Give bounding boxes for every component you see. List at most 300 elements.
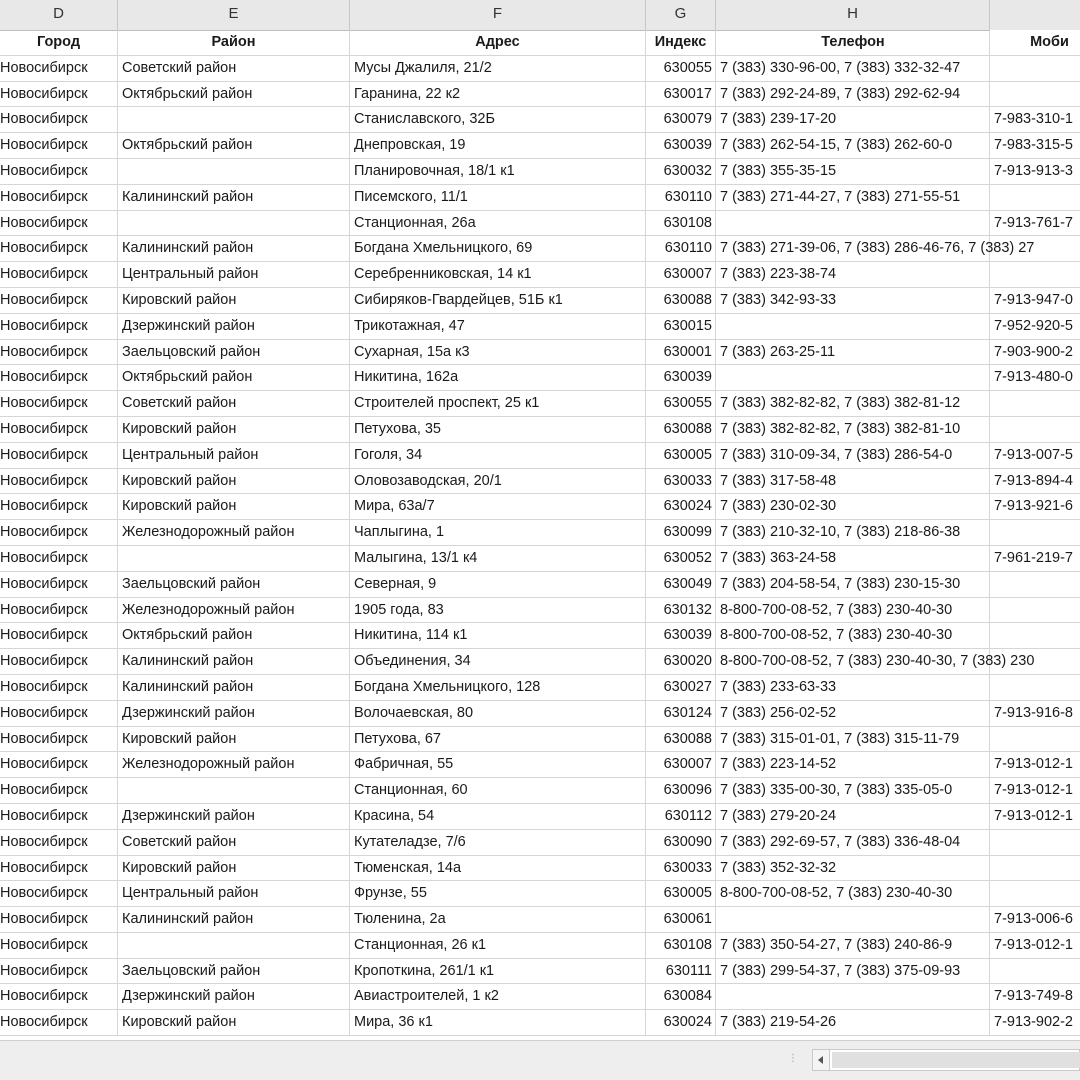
cell-city[interactable]: Новосибирск bbox=[0, 159, 118, 184]
cell-phone[interactable] bbox=[716, 340, 990, 365]
cell-city[interactable]: Новосибирск bbox=[0, 314, 118, 339]
cell-grid bbox=[0, 30, 1080, 1036]
cell-address[interactable]: Трикотажная, 47 bbox=[350, 314, 646, 339]
cell-index[interactable]: 630088 bbox=[646, 727, 716, 752]
cell-address[interactable]: Чаплыгина, 1 bbox=[350, 520, 646, 545]
cell-phone-text: 7 (383) 355-35-15 bbox=[720, 162, 837, 179]
cell-index[interactable]: 630007 bbox=[646, 262, 716, 287]
cell-district[interactable]: Кировский район bbox=[118, 727, 350, 752]
cell-city[interactable]: Новосибирск bbox=[0, 856, 118, 881]
table-row bbox=[0, 1010, 1080, 1036]
cell-phone-text: 7 (383) 352-32-32 bbox=[720, 859, 837, 876]
table-row bbox=[0, 133, 1080, 159]
cell-phone[interactable] bbox=[716, 984, 990, 1009]
cell-city[interactable]: Новосибирск bbox=[0, 598, 118, 623]
cell-city[interactable]: Новосибирск bbox=[0, 236, 118, 261]
table-row bbox=[0, 881, 1080, 907]
cell-city[interactable]: Новосибирск bbox=[0, 340, 118, 365]
table-row bbox=[0, 159, 1080, 185]
cell-district[interactable]: Дзержинский район bbox=[118, 314, 350, 339]
cell-index[interactable]: 630007 bbox=[646, 752, 716, 777]
table-row bbox=[0, 185, 1080, 211]
cell-index[interactable]: 630024 bbox=[646, 494, 716, 519]
cell-phone[interactable] bbox=[716, 598, 990, 623]
table-row bbox=[0, 211, 1080, 237]
cell-mobile[interactable] bbox=[990, 82, 1080, 107]
cell-city[interactable]: Новосибирск bbox=[0, 804, 118, 829]
cell-phone-text: 8-800-700-08-52, 7 (383) 230-40-30, 7 (383) 230 bbox=[720, 653, 1035, 670]
cell-address[interactable]: Сибиряков-Гвардейцев, 51Б к1 bbox=[350, 288, 646, 313]
cell-city[interactable]: Новосибирск bbox=[0, 520, 118, 545]
cell-address[interactable]: Оловозаводская, 20/1 bbox=[350, 469, 646, 494]
cell-district[interactable]: Калининский район bbox=[118, 675, 350, 700]
cell-district[interactable]: Советский район bbox=[118, 56, 350, 81]
cell-index[interactable]: 630024 bbox=[646, 1010, 716, 1035]
column-header-i[interactable] bbox=[990, 0, 1080, 30]
table-row bbox=[0, 752, 1080, 778]
cell-address[interactable]: Сухарная, 15а к3 bbox=[350, 340, 646, 365]
cell-phone[interactable] bbox=[716, 959, 990, 984]
cell-address[interactable]: Станционная, 26 к1 bbox=[350, 933, 646, 958]
cell-address[interactable]: Авиастроителей, 1 к2 bbox=[350, 984, 646, 1009]
cell-district[interactable]: Октябрьский район bbox=[118, 623, 350, 648]
cell-city[interactable]: Новосибирск bbox=[0, 288, 118, 313]
cell-city[interactable]: Новосибирск bbox=[0, 727, 118, 752]
cell-mobile[interactable] bbox=[990, 649, 1080, 674]
cell-index[interactable]: 630088 bbox=[646, 417, 716, 442]
cell-city[interactable]: Новосибирск bbox=[0, 623, 118, 648]
cell-phone-text: 7 (383) 239-17-20 bbox=[720, 111, 837, 128]
cell-address[interactable]: 1905 года, 83 bbox=[350, 598, 646, 623]
cell-mobile[interactable] bbox=[990, 236, 1080, 261]
cell-index[interactable]: 630111 bbox=[646, 959, 716, 984]
cell-address[interactable]: Мира, 63а/7 bbox=[350, 494, 646, 519]
cell-phone[interactable] bbox=[716, 211, 990, 236]
cell-city[interactable]: Новосибирск bbox=[0, 262, 118, 287]
cell-address[interactable]: Фабричная, 55 bbox=[350, 752, 646, 777]
cell-index[interactable]: 630099 bbox=[646, 520, 716, 545]
cell-index[interactable]: 630039 bbox=[646, 365, 716, 390]
cell-phone[interactable] bbox=[716, 107, 990, 132]
cell-address[interactable]: Петухова, 35 bbox=[350, 417, 646, 442]
table-row bbox=[0, 56, 1080, 82]
cell-phone[interactable] bbox=[716, 133, 990, 158]
cell-district[interactable]: Октябрьский район bbox=[118, 133, 350, 158]
cell-mobile[interactable] bbox=[990, 881, 1080, 906]
cell-mobile[interactable]: 7-913-902-2 bbox=[990, 1010, 1080, 1035]
table-row bbox=[0, 469, 1080, 495]
cell-phone-text: 7 (383) 342-93-33 bbox=[720, 291, 837, 308]
cell-district[interactable]: Дзержинский район bbox=[118, 984, 350, 1009]
table-row bbox=[0, 701, 1080, 727]
cell-district[interactable]: Заельцовский район bbox=[118, 959, 350, 984]
cell-mobile[interactable] bbox=[990, 572, 1080, 597]
cell-district[interactable]: Железнодорожный район bbox=[118, 598, 350, 623]
cell-mobile[interactable] bbox=[990, 598, 1080, 623]
cell-phone[interactable] bbox=[716, 82, 990, 107]
cell-phone[interactable] bbox=[716, 881, 990, 906]
header-phone[interactable] bbox=[716, 30, 990, 55]
cell-address[interactable]: Малыгина, 13/1 к4 bbox=[350, 546, 646, 571]
cell-phone[interactable] bbox=[716, 778, 990, 803]
cell-district[interactable]: Дзержинский район bbox=[118, 804, 350, 829]
cell-index[interactable]: 630061 bbox=[646, 907, 716, 932]
cell-address[interactable]: Станиславского, 32Б bbox=[350, 107, 646, 132]
cell-mobile[interactable] bbox=[990, 185, 1080, 210]
cell-city[interactable]: Новосибирск bbox=[0, 133, 118, 158]
table-row bbox=[0, 443, 1080, 469]
cell-mobile[interactable]: 7-913-012-1 bbox=[990, 778, 1080, 803]
cell-district[interactable]: Кировский район bbox=[118, 1010, 350, 1035]
table-row bbox=[0, 262, 1080, 288]
cell-phone-text: 7 (383) 219-54-26 bbox=[720, 1014, 837, 1031]
cell-city[interactable]: Новосибирск bbox=[0, 211, 118, 236]
status-bar bbox=[0, 1040, 1080, 1080]
table-row bbox=[0, 778, 1080, 804]
cell-index[interactable]: 630032 bbox=[646, 159, 716, 184]
cell-index[interactable]: 630017 bbox=[646, 82, 716, 107]
cell-phone[interactable] bbox=[716, 443, 990, 468]
header-district[interactable]: Район bbox=[118, 30, 350, 55]
cell-phone-text: 7 (383) 299-54-37, 7 (383) 375-09-93 bbox=[720, 962, 961, 979]
cell-mobile[interactable]: 7-913-916-8 bbox=[990, 701, 1080, 726]
cell-phone-text: 8-800-700-08-52, 7 (383) 230-40-30 bbox=[720, 885, 953, 902]
cell-district[interactable]: Дзержинский район bbox=[118, 701, 350, 726]
cell-mobile[interactable]: 7-913-913-3 bbox=[990, 159, 1080, 184]
cell-phone[interactable] bbox=[716, 288, 990, 313]
cell-district[interactable]: Октябрьский район bbox=[118, 82, 350, 107]
cell-address[interactable]: Богдана Хмельницкого, 128 bbox=[350, 675, 646, 700]
table-row bbox=[0, 649, 1080, 675]
cell-mobile[interactable]: 7-983-315-5 bbox=[990, 133, 1080, 158]
cell-district[interactable] bbox=[118, 159, 350, 184]
cell-phone[interactable] bbox=[716, 185, 990, 210]
cell-address[interactable]: Петухова, 67 bbox=[350, 727, 646, 752]
column-header-h[interactable]: H bbox=[716, 0, 990, 30]
scrollbar-thumb[interactable] bbox=[832, 1052, 1080, 1068]
cell-address[interactable]: Днепровская, 19 bbox=[350, 133, 646, 158]
cell-mobile[interactable]: 7-913-012-1 bbox=[990, 752, 1080, 777]
cell-district[interactable] bbox=[118, 778, 350, 803]
cell-district[interactable] bbox=[118, 546, 350, 571]
cell-index[interactable]: 630039 bbox=[646, 133, 716, 158]
cell-city[interactable]: Новосибирск bbox=[0, 572, 118, 597]
table-row bbox=[0, 598, 1080, 624]
cell-mobile[interactable]: 7-961-219-7 bbox=[990, 546, 1080, 571]
cell-index[interactable]: 630108 bbox=[646, 933, 716, 958]
cell-phone-text: 8-800-700-08-52, 7 (383) 230-40-30 bbox=[720, 627, 953, 644]
table-row bbox=[0, 572, 1080, 598]
cell-mobile[interactable]: 7-913-007-5 bbox=[990, 443, 1080, 468]
cell-phone[interactable] bbox=[716, 649, 1035, 674]
cell-index[interactable]: 630096 bbox=[646, 778, 716, 803]
cell-address[interactable]: Никитина, 162а bbox=[350, 365, 646, 390]
cell-mobile[interactable] bbox=[990, 56, 1080, 81]
cell-address[interactable]: Писемского, 11/1 bbox=[350, 185, 646, 210]
cell-district[interactable]: Центральный район bbox=[118, 881, 350, 906]
cell-city[interactable]: Новосибирск bbox=[0, 701, 118, 726]
cell-city[interactable]: Новосибирск bbox=[0, 830, 118, 855]
cell-city[interactable]: Новосибирск bbox=[0, 649, 118, 674]
header-index[interactable]: Индекс bbox=[646, 30, 716, 55]
sheet-splitter-dots[interactable]: ⋮ bbox=[788, 1053, 799, 1064]
cell-address[interactable]: Фрунзе, 55 bbox=[350, 881, 646, 906]
cell-phone-text: 7 (383) 230-02-30 bbox=[720, 498, 837, 515]
cell-district[interactable]: Советский район bbox=[118, 391, 350, 416]
cell-phone-text: 7 (383) 271-39-06, 7 (383) 286-46-76, 7 (383) 27 bbox=[720, 240, 1035, 257]
cell-phone[interactable] bbox=[716, 417, 990, 442]
cell-district[interactable]: Заельцовский район bbox=[118, 340, 350, 365]
cell-district[interactable]: Заельцовский район bbox=[118, 572, 350, 597]
cell-index[interactable]: 630033 bbox=[646, 856, 716, 881]
table-row bbox=[0, 727, 1080, 753]
cell-city[interactable]: Новосибирск bbox=[0, 675, 118, 700]
table-row bbox=[0, 623, 1080, 649]
cell-city[interactable]: Новосибирск bbox=[0, 881, 118, 906]
cell-phone[interactable] bbox=[716, 262, 990, 287]
cell-address[interactable]: Станционная, 26а bbox=[350, 211, 646, 236]
cell-city[interactable]: Новосибирск bbox=[0, 365, 118, 390]
cell-mobile[interactable] bbox=[990, 830, 1080, 855]
cell-mobile[interactable]: 7-952-920-5 bbox=[990, 314, 1080, 339]
cell-phone-text: 8-800-700-08-52, 7 (383) 230-40-30 bbox=[720, 601, 953, 618]
column-header-e[interactable]: E bbox=[118, 0, 350, 30]
cell-city[interactable]: Новосибирск bbox=[0, 752, 118, 777]
cell-phone[interactable] bbox=[716, 907, 990, 932]
cell-index[interactable]: 630079 bbox=[646, 107, 716, 132]
cell-mobile[interactable] bbox=[990, 675, 1080, 700]
column-headers bbox=[0, 0, 1080, 31]
table-row bbox=[0, 107, 1080, 133]
cell-district[interactable]: Калининский район bbox=[118, 907, 350, 932]
scroll-left-icon[interactable] bbox=[812, 1049, 830, 1071]
cell-district[interactable]: Железнодорожный район bbox=[118, 752, 350, 777]
cell-address[interactable]: Мира, 36 к1 bbox=[350, 1010, 646, 1035]
cell-district[interactable]: Кировский район bbox=[118, 469, 350, 494]
cell-district[interactable]: Калининский район bbox=[118, 185, 350, 210]
cell-mobile[interactable]: 7-983-310-1 bbox=[990, 107, 1080, 132]
cell-mobile[interactable]: 7-913-894-4 bbox=[990, 469, 1080, 494]
cell-phone-text: 7 (383) 263-25-11 bbox=[720, 343, 836, 360]
cell-city[interactable]: Новосибирск bbox=[0, 959, 118, 984]
cell-mobile[interactable] bbox=[990, 262, 1080, 287]
cell-address[interactable]: Гоголя, 34 bbox=[350, 443, 646, 468]
cell-index[interactable]: 630084 bbox=[646, 984, 716, 1009]
cell-phone[interactable] bbox=[716, 159, 990, 184]
header-city[interactable]: Город bbox=[0, 30, 118, 55]
cell-mobile[interactable] bbox=[990, 520, 1080, 545]
cell-address[interactable]: Никитина, 114 к1 bbox=[350, 623, 646, 648]
cell-index[interactable]: 630132 bbox=[646, 598, 716, 623]
header-mobile[interactable]: Моби bbox=[990, 30, 1080, 55]
cell-district[interactable]: Центральный район bbox=[118, 443, 350, 468]
cell-index[interactable]: 630110 bbox=[646, 236, 716, 261]
cell-district[interactable]: Калининский район bbox=[118, 236, 350, 261]
cell-district[interactable] bbox=[118, 211, 350, 236]
table-row bbox=[0, 520, 1080, 546]
cell-phone[interactable] bbox=[716, 701, 990, 726]
cell-mobile[interactable] bbox=[990, 623, 1080, 648]
cell-index[interactable]: 630088 bbox=[646, 288, 716, 313]
table-row bbox=[0, 830, 1080, 856]
table-row bbox=[0, 907, 1080, 933]
cell-mobile[interactable]: 7-913-761-7 bbox=[990, 211, 1080, 236]
cell-district[interactable]: Кировский район bbox=[118, 288, 350, 313]
cell-index[interactable]: 630039 bbox=[646, 623, 716, 648]
cell-address[interactable]: Волочаевская, 80 bbox=[350, 701, 646, 726]
cell-index[interactable]: 630055 bbox=[646, 391, 716, 416]
cell-city[interactable]: Новосибирск bbox=[0, 778, 118, 803]
cell-phone[interactable] bbox=[716, 804, 990, 829]
cell-index[interactable]: 630020 bbox=[646, 649, 716, 674]
cell-index[interactable]: 630049 bbox=[646, 572, 716, 597]
cell-city[interactable]: Новосибирск bbox=[0, 391, 118, 416]
header-address[interactable]: Адрес bbox=[350, 30, 646, 55]
cell-phone[interactable] bbox=[716, 494, 990, 519]
cell-index[interactable]: 630052 bbox=[646, 546, 716, 571]
cell-address[interactable]: Кропоткина, 261/1 к1 bbox=[350, 959, 646, 984]
cell-index[interactable]: 630015 bbox=[646, 314, 716, 339]
cell-city[interactable]: Новосибирск bbox=[0, 469, 118, 494]
cell-phone-text: 7 (383) 210-32-10, 7 (383) 218-86-38 bbox=[720, 524, 961, 541]
table-row bbox=[0, 314, 1080, 340]
cell-district[interactable]: Советский район bbox=[118, 830, 350, 855]
cell-city[interactable]: Новосибирск bbox=[0, 1010, 118, 1035]
cell-mobile[interactable] bbox=[990, 417, 1080, 442]
cell-phone[interactable] bbox=[716, 675, 990, 700]
cell-address[interactable]: Красина, 54 bbox=[350, 804, 646, 829]
cell-district[interactable]: Кировский район bbox=[118, 417, 350, 442]
cell-address[interactable]: Станционная, 60 bbox=[350, 778, 646, 803]
table-row bbox=[0, 675, 1080, 701]
cell-phone[interactable] bbox=[716, 365, 990, 390]
cell-mobile[interactable] bbox=[990, 856, 1080, 881]
header-row bbox=[0, 30, 1080, 56]
cell-index[interactable]: 630090 bbox=[646, 830, 716, 855]
cell-mobile[interactable]: 7-903-900-2 bbox=[990, 340, 1080, 365]
cell-phone[interactable] bbox=[716, 520, 990, 545]
cell-address[interactable]: Тюменская, 14а bbox=[350, 856, 646, 881]
cell-index[interactable]: 630027 bbox=[646, 675, 716, 700]
cell-index[interactable]: 630001 bbox=[646, 340, 716, 365]
cell-district[interactable]: Калининский район bbox=[118, 649, 350, 674]
cell-phone[interactable] bbox=[716, 752, 990, 777]
table-row bbox=[0, 417, 1080, 443]
cell-city[interactable]: Новосибирск bbox=[0, 417, 118, 442]
cell-district[interactable] bbox=[118, 107, 350, 132]
cell-city[interactable]: Новосибирск bbox=[0, 443, 118, 468]
cell-phone[interactable] bbox=[716, 314, 990, 339]
cell-mobile[interactable]: 7-913-921-6 bbox=[990, 494, 1080, 519]
cell-phone[interactable] bbox=[716, 469, 990, 494]
cell-city[interactable]: Новосибирск bbox=[0, 984, 118, 1009]
cell-phone[interactable] bbox=[716, 933, 990, 958]
cell-phone-text: 7 (383) 363-24-58 bbox=[720, 549, 837, 566]
cell-city[interactable]: Новосибирск bbox=[0, 546, 118, 571]
cell-address[interactable]: Строителей проспект, 25 к1 bbox=[350, 391, 646, 416]
cell-phone[interactable] bbox=[716, 572, 990, 597]
cell-mobile[interactable]: 7-913-480-0 bbox=[990, 365, 1080, 390]
cell-district[interactable] bbox=[118, 933, 350, 958]
cell-index[interactable]: 630112 bbox=[646, 804, 716, 829]
table-row bbox=[0, 546, 1080, 572]
cell-address[interactable]: Северная, 9 bbox=[350, 572, 646, 597]
cell-phone[interactable] bbox=[716, 856, 990, 881]
cell-index[interactable]: 630005 bbox=[646, 443, 716, 468]
cell-index[interactable]: 630033 bbox=[646, 469, 716, 494]
cell-city[interactable]: Новосибирск bbox=[0, 107, 118, 132]
cell-mobile[interactable]: 7-913-012-1 bbox=[990, 804, 1080, 829]
cell-address[interactable]: Серебренниковская, 14 к1 bbox=[350, 262, 646, 287]
cell-phone[interactable] bbox=[716, 623, 990, 648]
cell-city[interactable]: Новосибирск bbox=[0, 185, 118, 210]
cell-phone-text: 7 (383) 382-82-82, 7 (383) 382-81-12 bbox=[720, 395, 961, 412]
cell-phone-text: 7 (383) 271-44-27, 7 (383) 271-55-51 bbox=[720, 188, 961, 205]
cell-address[interactable]: Тюленина, 2а bbox=[350, 907, 646, 932]
cell-district[interactable]: Октябрьский район bbox=[118, 365, 350, 390]
cell-mobile[interactable] bbox=[990, 959, 1080, 984]
column-header-d[interactable]: D bbox=[0, 0, 118, 30]
cell-mobile[interactable]: 7-913-749-8 bbox=[990, 984, 1080, 1009]
table-row bbox=[0, 804, 1080, 830]
cell-address[interactable]: Гаранина, 22 к2 bbox=[350, 82, 646, 107]
cell-phone-text: 7 (383) 223-14-52 bbox=[720, 756, 837, 773]
cell-address[interactable]: Богдана Хмельницкого, 69 bbox=[350, 236, 646, 261]
cell-city[interactable]: Новосибирск bbox=[0, 907, 118, 932]
cell-phone[interactable] bbox=[716, 56, 990, 81]
cell-index[interactable]: 630124 bbox=[646, 701, 716, 726]
cell-city[interactable]: Новосибирск bbox=[0, 933, 118, 958]
cell-phone-text: 7 (383) 204-58-54, 7 (383) 230-15-30 bbox=[720, 575, 961, 592]
cell-phone-text: 7 (383) 310-09-34, 7 (383) 286-54-0 bbox=[720, 446, 953, 463]
cell-index[interactable]: 630005 bbox=[646, 881, 716, 906]
cell-city[interactable]: Новосибирск bbox=[0, 56, 118, 81]
cell-city[interactable]: Новосибирск bbox=[0, 494, 118, 519]
cell-phone[interactable] bbox=[716, 236, 1035, 261]
cell-address[interactable]: Мусы Джалиля, 21/2 bbox=[350, 56, 646, 81]
cell-address[interactable]: Кутателадзе, 7/6 bbox=[350, 830, 646, 855]
cell-phone-text: 7 (383) 315-01-01, 7 (383) 315-11-79 bbox=[720, 730, 960, 747]
cell-address[interactable]: Планировочная, 18/1 к1 bbox=[350, 159, 646, 184]
cell-district[interactable]: Центральный район bbox=[118, 262, 350, 287]
cell-district[interactable]: Кировский район bbox=[118, 856, 350, 881]
cell-index[interactable]: 630110 bbox=[646, 185, 716, 210]
cell-mobile[interactable] bbox=[990, 391, 1080, 416]
table-row bbox=[0, 494, 1080, 520]
cell-mobile[interactable]: 7-913-012-1 bbox=[990, 933, 1080, 958]
cell-mobile[interactable]: 7-913-006-6 bbox=[990, 907, 1080, 932]
cell-index[interactable]: 630108 bbox=[646, 211, 716, 236]
cell-district[interactable]: Кировский район bbox=[118, 494, 350, 519]
column-header-f[interactable]: F bbox=[350, 0, 646, 30]
cell-phone-text: 7 (383) 292-69-57, 7 (383) 336-48-04 bbox=[720, 833, 961, 850]
cell-phone[interactable] bbox=[716, 727, 990, 752]
cell-index[interactable]: 630055 bbox=[646, 56, 716, 81]
cell-city[interactable]: Новосибирск bbox=[0, 82, 118, 107]
cell-mobile[interactable]: 7-913-947-0 bbox=[990, 288, 1080, 313]
cell-phone-text: 7 (383) 382-82-82, 7 (383) 382-81-10 bbox=[720, 420, 961, 437]
cell-mobile[interactable] bbox=[990, 727, 1080, 752]
cell-phone[interactable] bbox=[716, 830, 990, 855]
cell-district[interactable]: Железнодорожный район bbox=[118, 520, 350, 545]
cell-address[interactable]: Объединения, 34 bbox=[350, 649, 646, 674]
cell-phone[interactable] bbox=[716, 1010, 990, 1035]
column-header-g[interactable]: G bbox=[646, 0, 716, 30]
table-row bbox=[0, 984, 1080, 1010]
cell-phone[interactable] bbox=[716, 391, 990, 416]
cell-phone[interactable] bbox=[716, 546, 990, 571]
cell-phone-text: 7 (383) 262-54-15, 7 (383) 262-60-0 bbox=[720, 137, 953, 154]
